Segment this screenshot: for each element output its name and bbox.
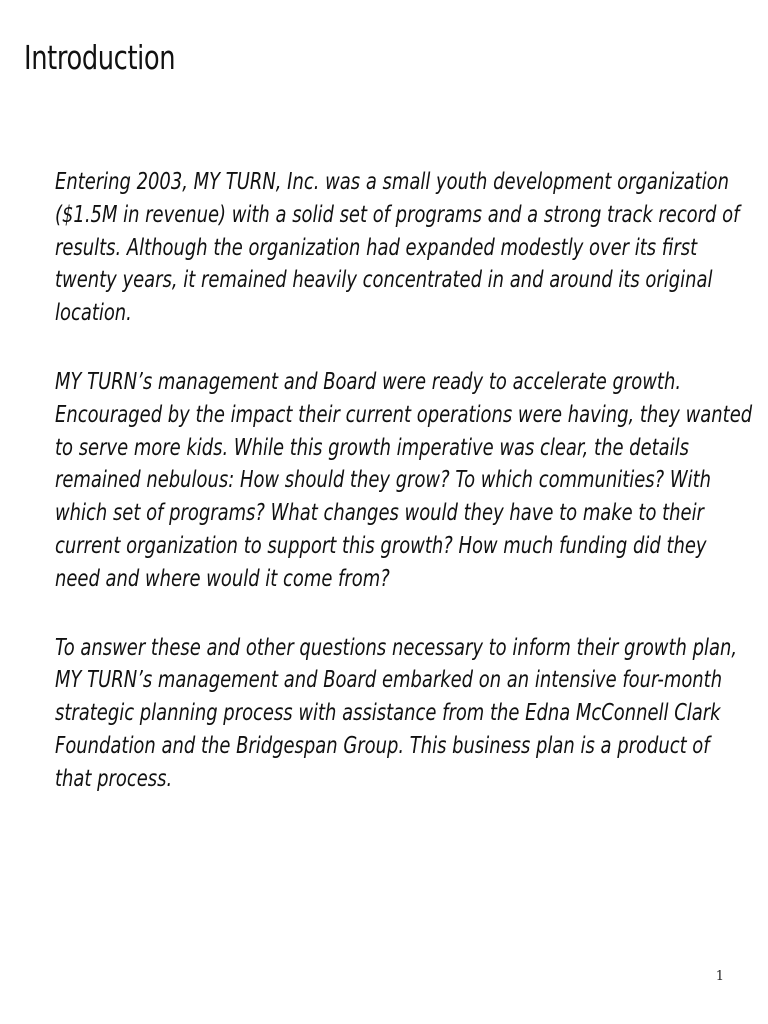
text-line: twenty years, it remained heavily concentrated in and around its original: [55, 267, 713, 294]
text-line: Encouraged by the impact their current operations were having, they wanted: [55, 401, 753, 428]
paragraph-planning-process: [55, 632, 738, 796]
text-line: MY TURN’s management and Board were ready to accelerate growth.: [55, 368, 682, 395]
text-line: MY TURN’s management and Board embarked on an intensive four-month: [55, 667, 723, 694]
text-line: need and where would it come from?: [55, 565, 390, 592]
paragraph-growth-questions: [55, 366, 753, 596]
paragraph-growth-context: [55, 166, 740, 330]
text-line: Entering 2003, MY TURN, Inc. was a small youth development organization: [55, 169, 729, 195]
body-text: [55, 166, 753, 832]
text-line: which set of programs? What changes would they have to make to their: [55, 500, 704, 527]
text-line: that process.: [55, 765, 173, 792]
text-line: location.: [55, 300, 132, 327]
text-line: remained nebulous: How should they grow? To which communities? With: [55, 467, 711, 494]
page-number: 1: [715, 969, 724, 984]
text-line: ($1.5M in revenue) with a solid set of programs and a strong track record of: [55, 201, 740, 228]
page-title: Introduction: [24, 38, 176, 77]
text-line: Foundation and the Bridgespan Group. This business plan is a product of: [55, 732, 710, 759]
text-line: strategic planning process with assistance from the Edna McConnell Clark: [55, 700, 721, 727]
text-line: To answer these and other questions necessary to inform their growth plan,: [55, 634, 738, 661]
text-line: to serve more kids. While this growth imperative was clear, the details: [55, 434, 689, 461]
text-line: results. Although the organization had expanded modestly over its first: [55, 234, 698, 261]
text-line: current organization to support this growth? How much funding did they: [55, 532, 707, 559]
